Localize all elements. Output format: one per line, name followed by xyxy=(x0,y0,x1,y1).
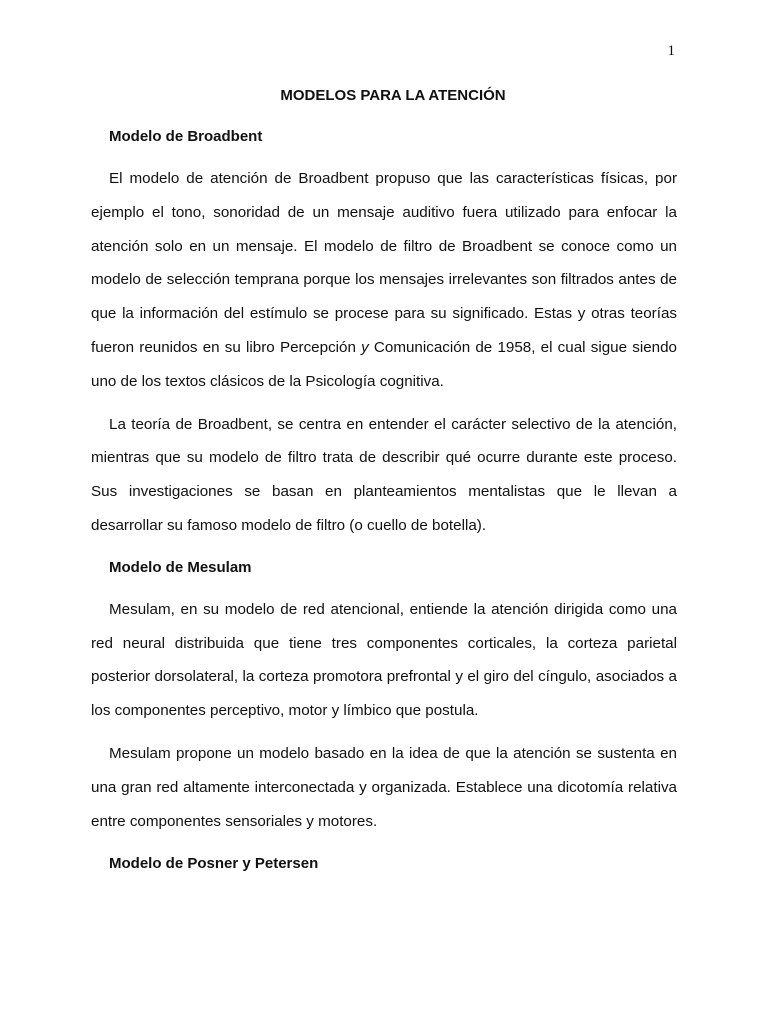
section-heading-posner: Modelo de Posner y Petersen xyxy=(109,855,319,873)
paragraph-text: propuso que las características físicas, por ejemplo el tono, sonoridad de un mensaje auditivo fuera utilizado para enfocar la atención solo en un mensaje. El modelo de filtro de Broadbent se conoce como un modelo de selección temprana porque los mensajes irrelevantes son filtrados antes de que la información del estímulo se procese para su significado. Estas y otras teorías fueron reunidos en su libro Percepción xyxy=(91,170,677,356)
document-title: MODELOS PARA LA ATENCIÓN xyxy=(280,87,506,104)
paragraph-broadbent-1 xyxy=(91,162,677,399)
section-heading-mesulam: Modelo de Mesulam xyxy=(109,558,252,576)
paragraph-mesulam-2: Mesulam propone un modelo basado en la idea de que la atención se sustenta en una gran red altamente interconectada y organizada. Establece una dicotomía relativa entre componentes sensoriales y motores. xyxy=(91,744,677,830)
document-body xyxy=(91,86,677,874)
italic-word: y xyxy=(361,338,369,356)
paragraph-text: El xyxy=(109,170,130,187)
paragraph-text: Comunicación de 1958, el cual sigue siendo uno de los textos clásicos de la Psicología cognitiva. xyxy=(91,338,677,390)
link-modelo-atencion-broadbent[interactable]: modelo de atención de Broadbent xyxy=(129,170,369,187)
paragraph-broadbent-2: La teoría de Broadbent, se centra en entender el carácter selectivo de la atención, mientras que su modelo de filtro trata de describir qué ocurre durante este proceso. Sus investigaciones se basan en planteamientos mentalistas que le llevan a desarrollar su famoso modelo de filtro (o cuello de botella). xyxy=(91,415,677,534)
page-number: 1 xyxy=(667,43,675,59)
paragraph-mesulam-1: Mesulam, en su modelo de red atencional, entiende la atención dirigida como una red neural distribuida que tiene tres componentes corticales, la corteza parietal posterior dorsolateral, la corteza promotora prefrontal y el giro del cíngulo, asociados a los componentes perceptivo, motor y límbico que postula. xyxy=(91,600,677,720)
section-heading-broadbent: Modelo de Broadbent xyxy=(109,128,263,145)
